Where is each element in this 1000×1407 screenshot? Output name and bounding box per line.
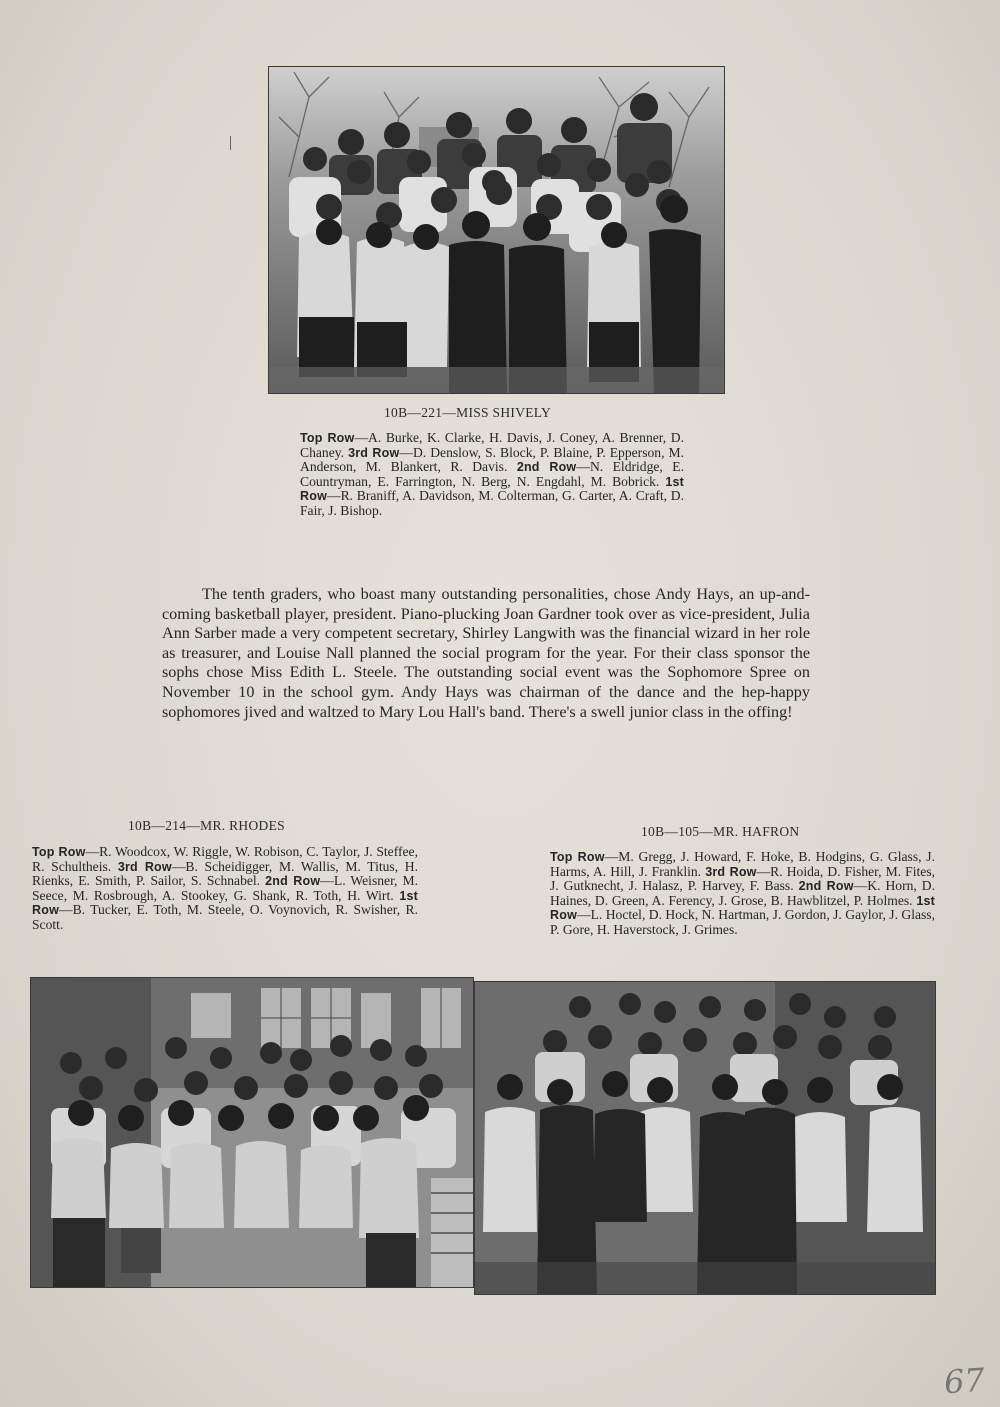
row-label: Top Row: [300, 431, 355, 445]
caption-title-105: 10B—105—MR. HAFRON: [641, 824, 800, 839]
row-names: —R. Braniff, A. Davidson, M. Colterman, G. Carter, A. Craft, D. Fair, J. Bishop.: [300, 488, 684, 518]
pencil-mark: [230, 136, 231, 150]
paragraph-text: The tenth graders, who boast many outstanding personalities, chose Andy Hays, an up-and-coming basketball player, president. Piano-plucking Joan Gardner took over as vice-president, Julia Ann Sarber made a very competent secretary, Shirley Langwith was the financial wizard in her role as treasurer, and Louise Nall planned the social program for the year. For their class sponsor the sophs chose Miss Edith L. Steele. The outstanding social event was the Sophomore Spree on November 10 in the school gym. Andy Hays was chairman of the dance and the hep-happy sophomores jived and waltzed to Mary Lou Hall's band. There's a swell junior class in the offing!: [162, 585, 810, 721]
row-label: 1st Row: [550, 893, 935, 922]
page-number: 67: [942, 1360, 986, 1402]
row-label: 3rd Row: [705, 864, 757, 879]
group-photo-image: [31, 978, 473, 1287]
row-names: —R. Hoida, D. Fisher, M. Fites, J. Gutknecht, J. Halasz, P. Harvey, F. Bass.: [550, 863, 936, 893]
row-names: —A. Burke, K. Clarke, H. Davis, J. Coney, A. Brenner, D. Chaney.: [300, 430, 684, 460]
group-photo-image: [475, 982, 935, 1294]
class-summary-paragraph: [162, 585, 810, 722]
row-names: —B. Scheidigger, M. Wallis, M. Titus, H. Rienks, E. Smith, P. Sailor, S. Schnabel.: [32, 858, 418, 888]
photo-homeroom-221: [268, 66, 725, 394]
row-label: 2nd Row: [265, 874, 321, 888]
names-list-105: [550, 850, 935, 937]
row-label: 1st Row: [300, 474, 684, 503]
row-label: 1st Row: [32, 888, 418, 917]
caption-title-221: 10B—221—MISS SHIVELY: [384, 405, 552, 420]
row-names: —R. Woodcox, W. Riggle, W. Robison, C. Taylor, J. Steffee, R. Schultheis.: [32, 844, 418, 874]
row-names: —M. Gregg, J. Howard, F. Hoke, B. Hodgins, G. Glass, J. Harms, A. Hill, J. Franklin.: [550, 849, 935, 879]
row-names: —L. Weisner, M. Seece, M. Rosbrough, A. Stookey, G. Shank, R. Toth, H. Wirt.: [32, 873, 419, 903]
caption-title-214: 10B—214—MR. RHODES: [128, 818, 285, 833]
names-list-221: [300, 431, 684, 518]
row-names: —B. Tucker, E. Toth, M. Steele, O. Voynovich, R. Swisher, R. Scott.: [32, 902, 418, 932]
row-label: Top Row: [550, 850, 605, 864]
group-photo-image: [269, 67, 724, 393]
row-names: —N. Eldridge, E. Countryman, E. Farrington, N. Berg, N. Engdahl, M. Bobrick.: [300, 459, 684, 489]
row-label: 2nd Row: [516, 460, 577, 474]
photo-homeroom-214: [30, 977, 474, 1288]
row-names: —L. Hoctel, D. Hock, N. Hartman, J. Gordon, J. Gaylor, J. Glass, P. Gore, H. Haverstock, J. Grimes.: [550, 907, 935, 937]
row-label: 2nd Row: [798, 879, 854, 893]
photo-homeroom-105: [474, 981, 936, 1295]
row-names: —K. Horn, D. Haines, D. Green, A. Ferency, J. Grose, B. Hawblitzel, P. Holmes.: [550, 878, 935, 908]
row-names: —D. Denslow, S. Block, P. Blaine, P. Epperson, M. Anderson, M. Blankert, R. Davis.: [300, 444, 684, 474]
row-label: Top Row: [32, 845, 86, 859]
row-label: 3rd Row: [117, 859, 172, 874]
row-label: 3rd Row: [348, 445, 400, 460]
names-list-214: [32, 845, 418, 932]
